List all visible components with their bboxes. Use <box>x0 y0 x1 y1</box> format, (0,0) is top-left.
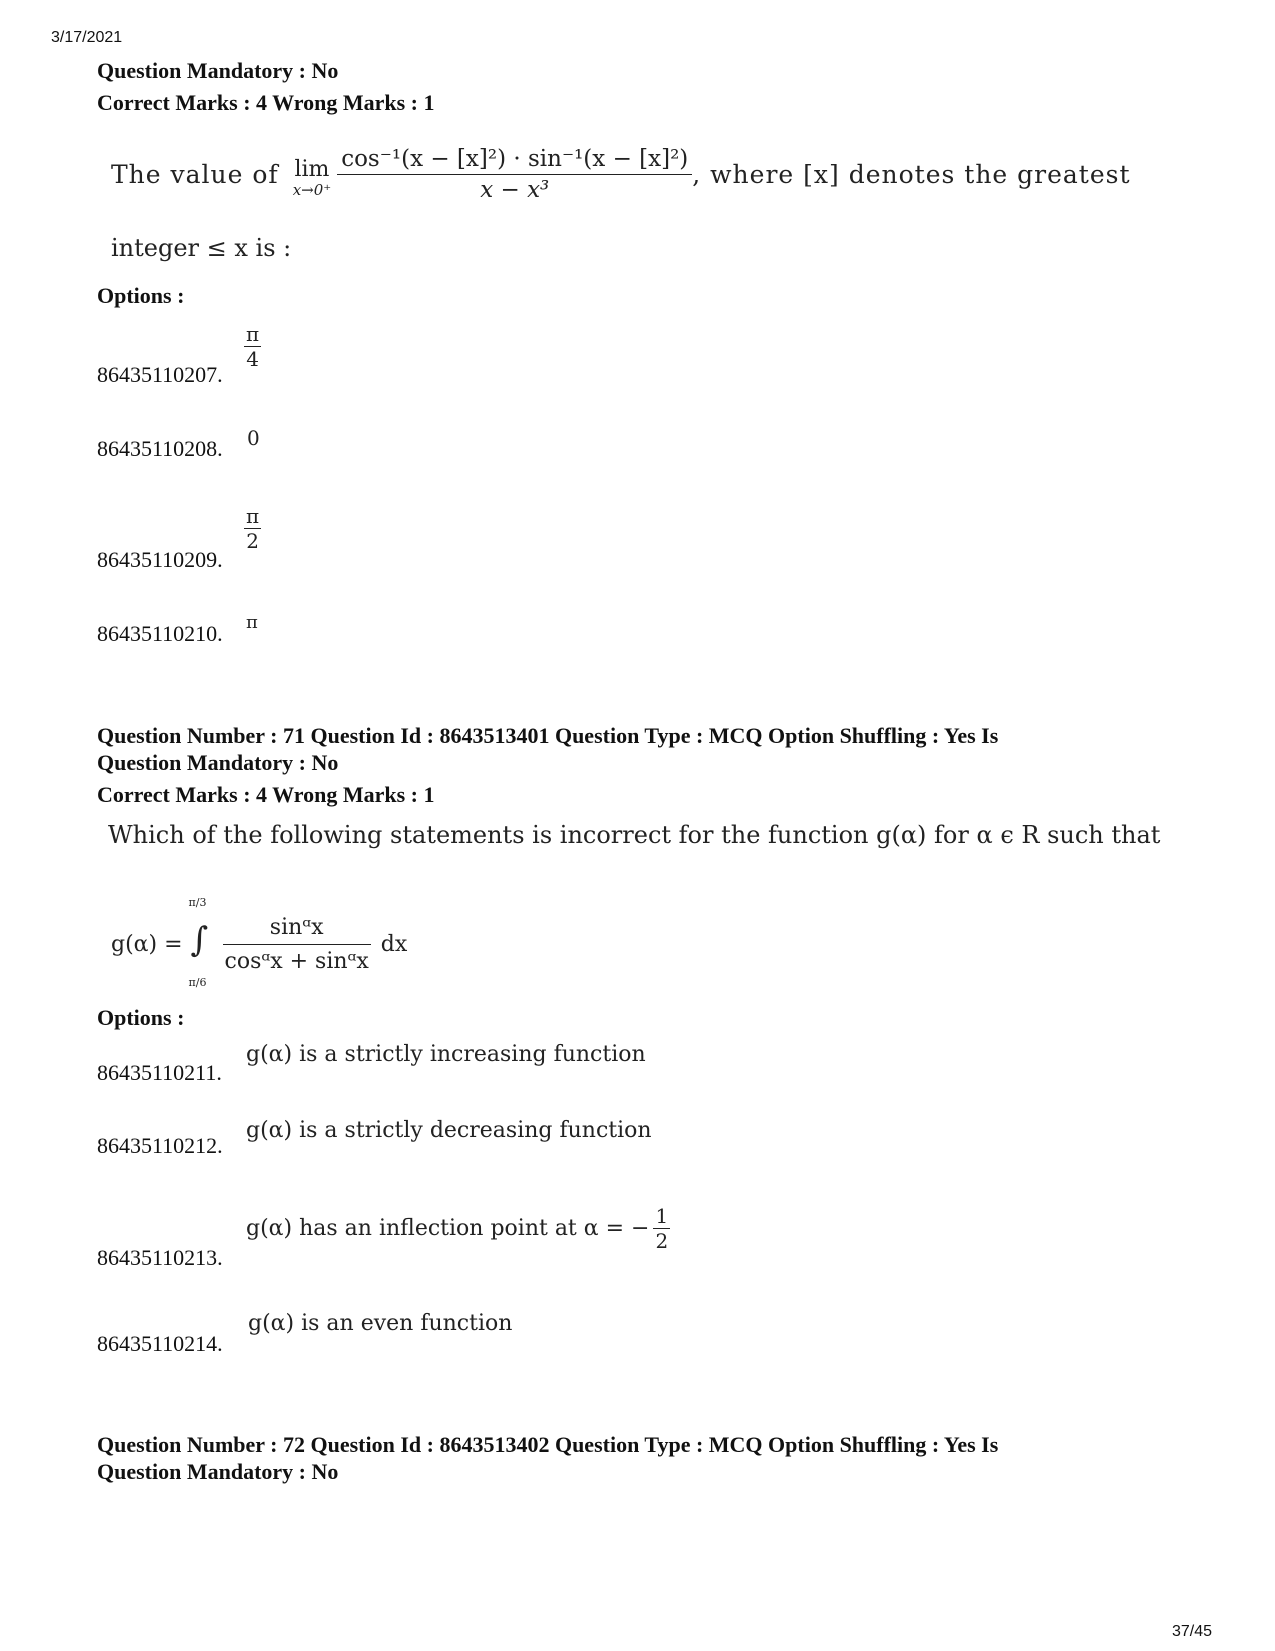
q71-stem: Which of the following statements is incorrect for the function g(α) for α ϵ R such that <box>108 821 1161 849</box>
print-date: 3/17/2021 <box>51 29 123 46</box>
q71-header-line2: Question Mandatory : No <box>97 750 339 775</box>
q70-fraction <box>337 146 692 203</box>
q70-limit <box>293 157 332 198</box>
q72-header-line1: Question Number : 72 Question Id : 8643513402 Question Type : MCQ Option Shuffling : Yes Is <box>97 1432 999 1457</box>
q71-options-label: Options : <box>97 1005 185 1030</box>
q72-header-line2: Question Mandatory : No <box>97 1459 339 1484</box>
q71-option-3-id: 86435110213. <box>97 1245 223 1270</box>
integral-denominator: cosᵅx + sinᵅx <box>224 948 369 974</box>
four-denominator: 4 <box>246 347 259 371</box>
q71-option-2-id: 86435110212. <box>97 1133 223 1158</box>
q71-header-line1: Question Number : 71 Question Id : 8643513401 Question Type : MCQ Option Shuffling : Yes Is <box>97 723 999 748</box>
q70-option-1-value <box>244 322 261 371</box>
q70-mandatory: Question Mandatory : No <box>97 58 339 83</box>
q70-stem-line2: integer ≤ x is : <box>111 234 292 262</box>
integral-upper-limit: π/3 <box>188 896 207 909</box>
pi-numerator: π <box>246 322 260 346</box>
q70-denominator: x − x³ <box>480 176 550 203</box>
q71-option-3-text <box>246 1200 670 1256</box>
q70-option-2-value: 0 <box>247 426 260 450</box>
half-denominator: 2 <box>655 1228 669 1253</box>
integral-fraction <box>223 915 371 974</box>
q71-option-3-label: g(α) has an inflection point at α = − <box>246 1215 650 1241</box>
two-denominator: 2 <box>246 529 259 553</box>
q71-option-1-text: g(α) is a strictly increasing function <box>246 1042 646 1067</box>
integral-dx: dx <box>380 931 408 957</box>
q70-marks: Correct Marks : 4 Wrong Marks : 1 <box>97 90 435 115</box>
q70-option-2-id: 86435110208. <box>97 436 223 461</box>
q70-stem-prefix: The value of <box>111 159 279 189</box>
q70-option-4-id: 86435110210. <box>97 621 223 646</box>
integral-lhs: g(α) = <box>111 931 183 957</box>
q71-option-4-text: g(α) is an even function <box>248 1311 513 1336</box>
q70-limit-sub: x→0⁺ <box>292 180 332 199</box>
integral-sign <box>189 896 213 992</box>
q70-option-3-value <box>244 504 261 553</box>
q70-stem <box>111 134 1131 214</box>
integral-symbol-icon: ∫ <box>190 920 209 960</box>
q71-option-2-text: g(α) is a strictly decreasing function <box>246 1118 652 1143</box>
integral-lower-limit: π/6 <box>188 976 207 989</box>
q70-limit-word: lim <box>294 156 330 182</box>
q70-options-label: Options : <box>97 283 185 308</box>
q71-marks: Correct Marks : 4 Wrong Marks : 1 <box>97 782 435 807</box>
half-fraction <box>653 1204 670 1253</box>
q70-stem-suffix: , where [x] denotes the greatest <box>692 159 1131 189</box>
q70-option-1-id: 86435110207. <box>97 362 223 387</box>
q71-option-4-id: 86435110214. <box>97 1331 223 1356</box>
page-number: 37/45 <box>1172 1623 1213 1640</box>
half-numerator: 1 <box>655 1203 669 1228</box>
q71-option-1-id: 86435110211. <box>97 1060 222 1085</box>
q71-integral <box>111 896 407 992</box>
q70-option-4-value: π <box>246 612 258 633</box>
pi-numerator: π <box>246 504 260 528</box>
integral-numerator: sinᵅx <box>223 915 371 945</box>
q70-option-3-id: 86435110209. <box>97 547 223 572</box>
q70-numerator: cos⁻¹(x − [x]²) · sin⁻¹(x − [x]²) <box>337 146 692 175</box>
